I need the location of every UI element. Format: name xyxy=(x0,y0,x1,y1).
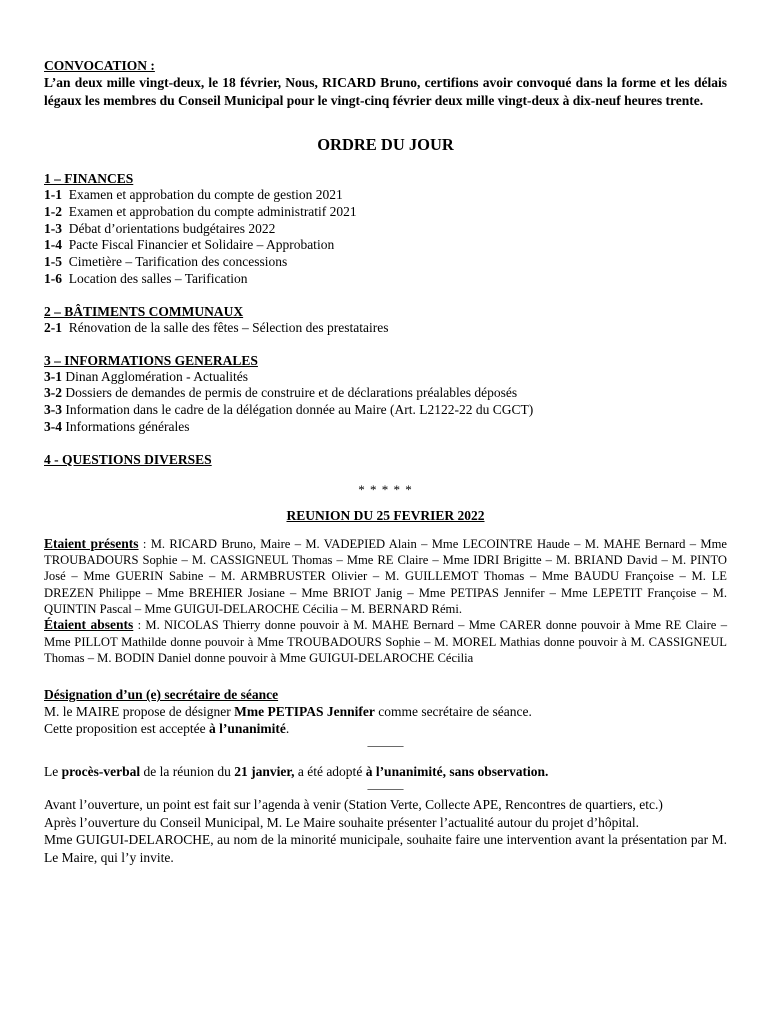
agenda-item xyxy=(44,320,727,337)
item-text: Informations générales xyxy=(65,418,190,434)
ordre-du-jour-title: ORDRE DU JOUR xyxy=(317,135,454,154)
text-run: a été adopté xyxy=(294,764,366,780)
item-text: Examen et approbation du compte administratif 2021 xyxy=(68,203,357,219)
item-number: 1-5 xyxy=(44,254,62,270)
text-run: M. le MAIRE propose de désigner xyxy=(44,704,235,720)
text-run: . xyxy=(285,721,290,737)
designation-line-2 xyxy=(44,720,727,737)
agenda-item xyxy=(44,204,727,221)
item-text: Information dans le cadre de la délégation donnée au Maire (Art. L2122-22 du CGCT) xyxy=(65,402,534,418)
designation-title: Désignation d’un (e) secrétaire de séance xyxy=(44,687,279,703)
item-text: Dossiers de demandes de permis de construire et de déclarations préalables déposés xyxy=(65,385,518,401)
document-page xyxy=(44,58,727,866)
agenda-item xyxy=(44,254,727,271)
designation-block xyxy=(44,686,727,753)
text-bold: 21 janvier, xyxy=(234,764,295,780)
item-number: 1-3 xyxy=(44,220,62,236)
agenda-section-batiments xyxy=(44,303,727,337)
text-bold: à l’unanimité, sans observation. xyxy=(365,764,549,780)
vote-result: à l’unanimité xyxy=(208,721,286,737)
convocation-block xyxy=(44,58,727,109)
item-text: Dinan Agglomération - Actualités xyxy=(65,368,248,384)
paragraph-hopital: Après l’ouverture du Conseil Municipal, M. Le Maire souhaite présenter l’actualité autour du projet d’hôpital. xyxy=(44,814,639,830)
text-run: Cette proposition est acceptée xyxy=(44,721,209,737)
section-title: 1 – FINANCES xyxy=(44,171,134,186)
agenda-item xyxy=(44,271,727,288)
item-number: 1-1 xyxy=(44,187,62,202)
secretary-name: Mme PETIPAS Jennifer xyxy=(234,704,375,720)
agenda-item xyxy=(44,221,727,238)
section-title: 3 – INFORMATIONS GENERALES xyxy=(44,352,258,368)
item-text: Rénovation de la salle des fêtes – Sélection des prestataires xyxy=(68,319,389,335)
reunion-title: REUNION DU 25 FEVRIER 2022 xyxy=(286,507,485,523)
stars-separator: * * * * * xyxy=(358,481,413,497)
item-number: 3-1 xyxy=(44,368,62,384)
designation-line-1 xyxy=(44,703,727,720)
item-text: Débat d’orientations budgétaires 2022 xyxy=(68,220,276,236)
agenda-item xyxy=(44,187,727,204)
item-number: 3-4 xyxy=(44,418,62,434)
agenda-sections xyxy=(44,170,727,468)
item-text: Location des salles – Tarification xyxy=(68,270,248,286)
presents-text: : M. RICARD Bruno, Maire – M. VADEPIED Alain – Mme LECOINTRE Haude – M. MAHE Bernard – Mme TROUBADOURS Sophie – M. CASSIGNEUL Thomas – Mme RE Claire – Mme IDRI Brigitte – M. BRIAND David – M. PINTO José – Mme GUERIN Sabine – M. ARMBRUSTER Olivier – M. GUILLEMOT Thomas – Mme BAUDU Françoise – M. LE DREZEN Philippe – Mme BREHIER Josiane – Mme BRIOT Janig – Mme PETIPAS Jennifer – Mme LEPETIT Françoise – M. QUINTIN Pascal – Mme GUIGUI-DELAROCHE Cécilia – M. BERNARD Rémi. xyxy=(44,536,727,616)
item-text: Pacte Fiscal Financier et Solidaire – Approbation xyxy=(68,237,335,253)
proces-verbal-line xyxy=(44,763,727,780)
item-number: 2-1 xyxy=(44,319,62,335)
agenda-section-informations xyxy=(44,352,727,436)
proces-verbal-block xyxy=(44,763,727,796)
text-bold: procès-verbal xyxy=(61,764,141,780)
agenda-item xyxy=(44,419,727,436)
agenda-item xyxy=(44,237,727,254)
absents-paragraph xyxy=(44,617,727,666)
presents-paragraph xyxy=(44,536,727,617)
item-number: 3-2 xyxy=(44,385,62,401)
convocation-text: L’an deux mille vingt-deux, le 18 février, Nous, RICARD Bruno, certifions avoir convoqué dans la forme et les délais légaux les membres du Conseil Municipal pour le vingt-cinq février deux mille vingt-deux à dix-neuf heures trente. xyxy=(44,75,727,108)
text-run: de la réunion du xyxy=(140,764,235,780)
agenda-item xyxy=(44,369,727,386)
agenda-item xyxy=(44,402,727,419)
agenda-section-questions xyxy=(44,451,727,468)
paragraph-intervention: Mme GUIGUI-DELAROCHE, au nom de la minorité municipale, souhaite faire une intervention avant la présentation par M. Le Maire, qui l’y invite. xyxy=(44,832,727,865)
section-title: 4 - QUESTIONS DIVERSES xyxy=(44,451,212,467)
paragraph-agenda: Avant l’ouverture, un point est fait sur l’agenda à venir (Station Verte, Collecte APE, Rencontres de quartiers, etc.) xyxy=(44,797,663,813)
presents-label: Etaient présents xyxy=(44,535,139,551)
absents-label: Étaient absents xyxy=(44,617,134,633)
short-separator: ——— xyxy=(367,781,404,796)
item-text: Examen et approbation du compte de gestion 2021 xyxy=(68,187,343,202)
item-text: Cimetière – Tarification des concessions xyxy=(68,254,288,270)
convocation-title: CONVOCATION : xyxy=(44,58,155,73)
text-run: comme secrétaire de séance. xyxy=(374,704,532,720)
absents-text: : M. NICOLAS Thierry donne pouvoir à M. MAHE Bernard – Mme CARER donne pouvoir à Mme RE Claire – Mme PILLOT Mathilde donne pouvoir à Mme TROUBADOURS Sophie – M. MOREL Mathias donne pouvoir à M. CASSIGNEUL Thomas – M. BODIN Daniel donne pouvoir à Mme GUIGUI-DELAROCHE Cécilia xyxy=(44,618,727,665)
item-number: 1-2 xyxy=(44,203,62,219)
text-run: Le xyxy=(44,764,62,780)
short-separator: ——— xyxy=(367,738,404,753)
section-title: 2 – BÂTIMENTS COMMUNAUX xyxy=(44,303,244,319)
item-number: 1-6 xyxy=(44,270,62,286)
item-number: 1-4 xyxy=(44,237,62,253)
item-number: 3-3 xyxy=(44,402,62,418)
agenda-item xyxy=(44,385,727,402)
agenda-section-finances xyxy=(44,170,727,288)
